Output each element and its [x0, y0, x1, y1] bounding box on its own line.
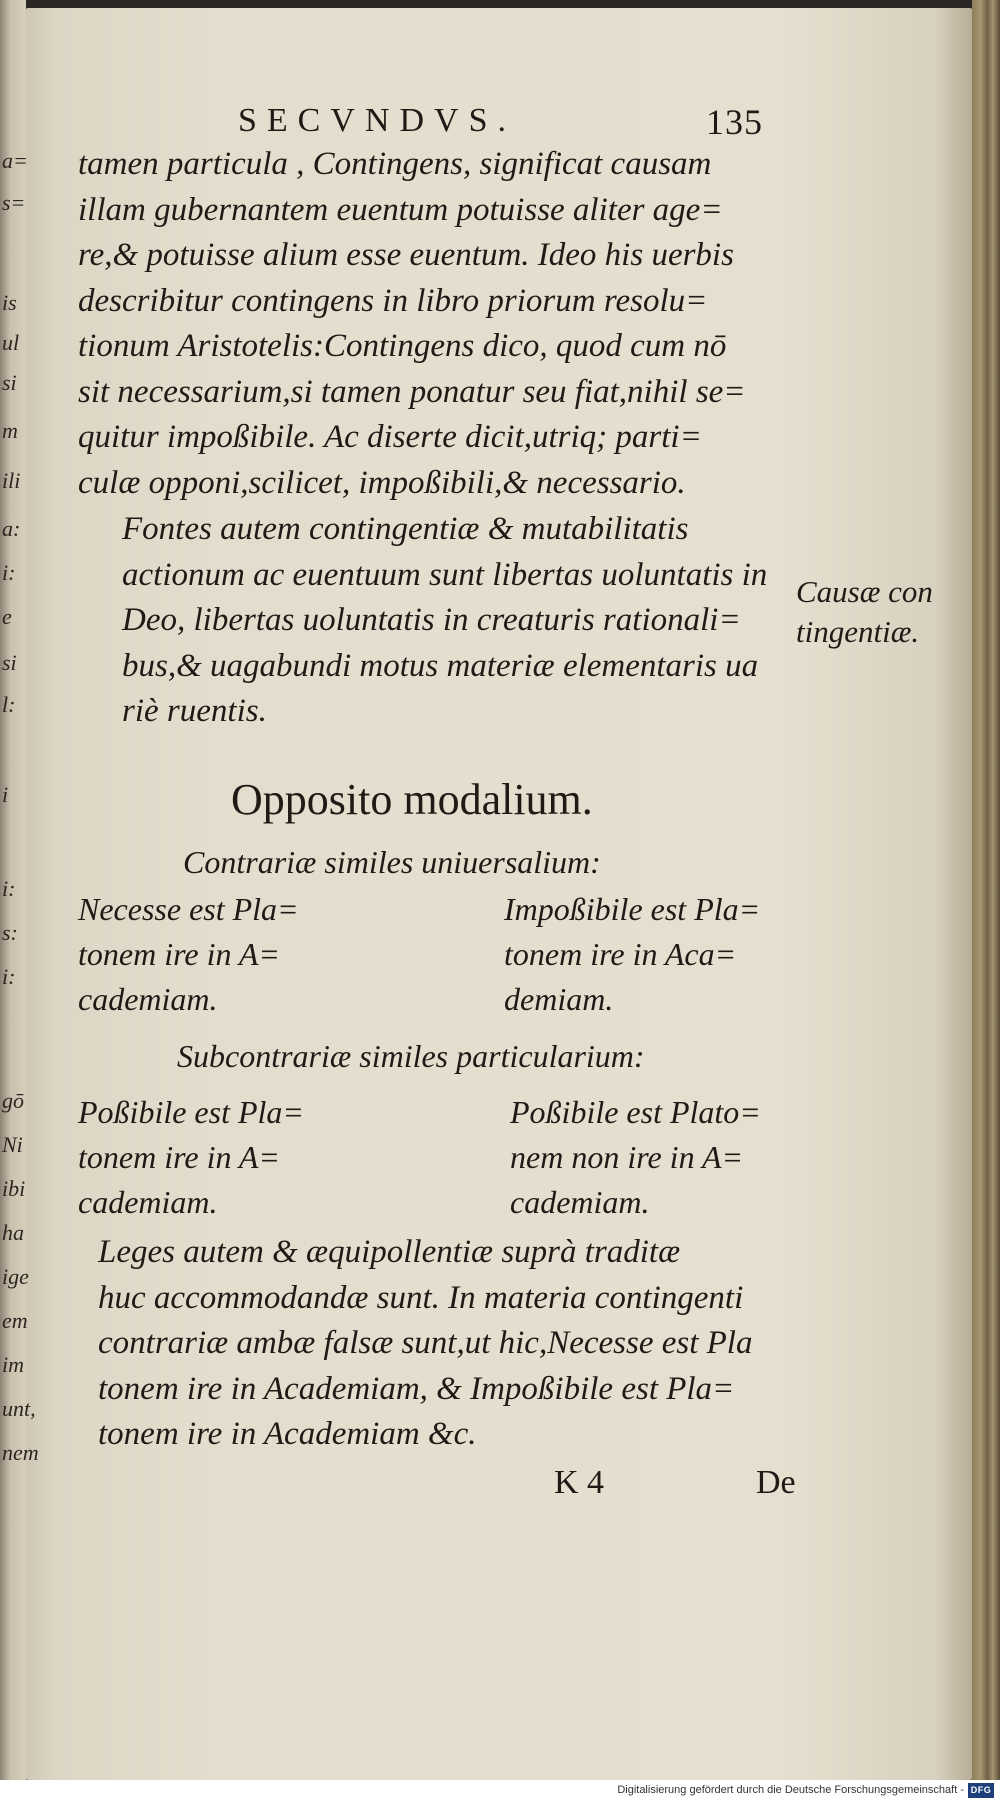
signature-mark: K 4 — [554, 1464, 605, 1501]
facing-page-fragment: a: — [2, 516, 21, 541]
book-page — [26, 8, 972, 1780]
column-line: cademiam. — [510, 1184, 650, 1220]
dfg-logo: DFG — [968, 1783, 994, 1798]
facing-page-fragment: em — [2, 1308, 28, 1333]
facing-page-fragment: i: — [2, 964, 16, 989]
facing-page-fragment: i: — [2, 876, 16, 901]
facing-page-fragment: i — [2, 782, 9, 807]
text-line: sit necessarium,si tamen ponatur seu fiat,nihil se= — [78, 373, 746, 410]
facing-page-fragment: si — [2, 650, 17, 675]
text-line: illam gubernantem euentum potuisse aliter age= — [78, 191, 723, 228]
text-line: riè ruentis. — [122, 693, 267, 729]
facing-page-fragment: Ni — [2, 1132, 23, 1157]
facing-page-fragment: m — [2, 418, 18, 443]
footer-bar — [0, 1780, 1000, 1803]
facing-page-fragment: ul — [2, 330, 20, 355]
text-line: tonem ire in Academiam &c. — [98, 1416, 477, 1452]
text-line: tamen particula , Contingens, significat causam — [78, 146, 712, 182]
column-line: demiam. — [504, 981, 614, 1017]
running-head: SECVNDVS. — [238, 102, 516, 139]
text-line: Leges autem & æquipollentiæ suprà traditæ — [98, 1234, 681, 1270]
text-line: contrariæ ambæ falsæ sunt,ut hic,Necesse est Pla — [98, 1325, 753, 1361]
column-line: Poßibile est Plato= — [510, 1094, 761, 1130]
margin-note-line: Causæ con — [796, 574, 933, 609]
book-spine-edge — [972, 0, 1000, 1780]
facing-page-fragment: is — [2, 290, 17, 315]
facing-page-fragment: ili — [2, 468, 21, 493]
text-line: describitur contingens in libro priorum resolu= — [78, 282, 708, 319]
text-line: tonem ire in Academiam, & Impoßibile est Pla= — [98, 1370, 735, 1407]
page-number: 135 — [706, 102, 763, 142]
facing-page-fragment: a= — [2, 148, 28, 173]
column-line: tonem ire in A= — [78, 1139, 281, 1175]
column-line: Poßibile est Pla= — [78, 1094, 304, 1130]
subcontrary-label: Subcontrariæ similes particularium: — [177, 1038, 645, 1074]
facing-page-fragment: unt, — [2, 1396, 36, 1421]
column-line: Necesse est Pla= — [78, 891, 299, 927]
facing-page-fragment: l: — [2, 692, 16, 717]
text-line: huc accommodandæ sunt. In materia contingenti — [98, 1279, 744, 1316]
facing-page-fragment: s: — [2, 920, 18, 945]
column-line: cademiam. — [78, 1184, 218, 1220]
text-line: Fontes autem contingentiæ & mutabilitatis — [122, 511, 689, 547]
funding-credit: Digitalisierung gefördert durch die Deutsche Forschungsgemeinschaft - — [617, 1784, 964, 1796]
facing-page-fragment: ha — [2, 1220, 24, 1245]
text-line: culæ opponi,scilicet, impoßibili,& necessario. — [78, 464, 686, 501]
column-line: Impoßibile est Pla= — [504, 891, 761, 927]
text-line: re,& potuisse alium esse euentum. Ideo his uerbis — [78, 237, 734, 273]
text-line: actionum ac euentuum sunt libertas uoluntatis in — [122, 556, 768, 593]
facing-page-fragment: ibi — [2, 1176, 26, 1201]
facing-page-fragment: ige — [2, 1264, 29, 1289]
text-line: quitur impoßibile. Ac diserte dicit,utriq; parti= — [78, 419, 702, 455]
contrary-label: Contrariæ similes uniuersalium: — [183, 844, 601, 880]
text-line: bus,& uagabundi motus materiæ elementaris ua — [122, 647, 759, 684]
margin-note-line: tingentiæ. — [796, 614, 920, 649]
catchword: De — [756, 1464, 796, 1501]
facing-page-fragment: s= — [2, 190, 26, 215]
column-line: tonem ire in A= — [78, 936, 281, 972]
facing-page-fragment: im — [2, 1352, 24, 1377]
text-line: tionum Aristotelis:Contingens dico, quod cum nō — [78, 328, 727, 364]
column-line: cademiam. — [78, 981, 218, 1017]
facing-page-fragment: nem — [2, 1440, 39, 1465]
text-line: Deo, libertas uoluntatis in creaturis rationali= — [122, 602, 741, 638]
column-line: tonem ire in Aca= — [504, 936, 737, 972]
facing-page-fragment: e — [2, 604, 12, 629]
facing-page-fragment: gō — [2, 1088, 24, 1113]
facing-page-fragment: si — [2, 370, 17, 395]
column-line: nem non ire in A= — [510, 1139, 744, 1175]
section-heading: Opposito modalium. — [231, 775, 593, 824]
facing-page-fragment: i: — [2, 560, 16, 585]
